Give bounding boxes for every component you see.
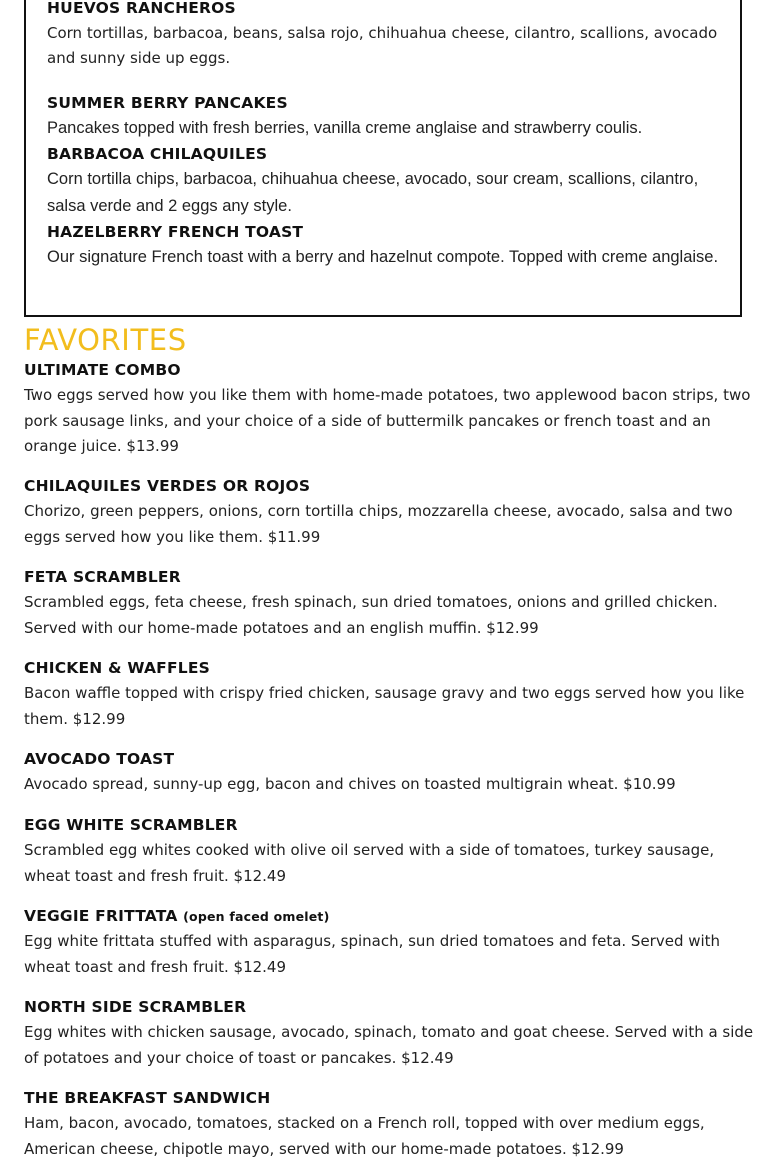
menu-item-description: Egg white frittata stuffed with asparagus, spinach, sun dried tomatoes and feta. Served with wheat toast and fresh fruit. $12.49 [24, 932, 721, 976]
menu-item-ultimate-combo [24, 360, 754, 460]
menu-item-name [24, 815, 754, 835]
special-item-name: HUEVOS RANCHEROS [47, 0, 236, 17]
menu-item-name [24, 749, 754, 769]
menu-item-title: ULTIMATE COMBO [24, 361, 181, 379]
specials-box [24, 0, 742, 317]
menu-item-title: EGG WHITE SCRAMBLER [24, 816, 238, 834]
menu-item-name [24, 658, 754, 678]
menu-item-description: Two eggs served how you like them with home-made potatoes, two applewood bacon strips, two pork sausage links, and your choice of a side of buttermilk pancakes or french toast and an orange juice. $13.99 [24, 386, 751, 455]
special-item-hazelberry-french-toast [47, 222, 727, 271]
menu-item-name [24, 476, 754, 496]
menu-item-name [24, 1088, 754, 1108]
menu-item-breakfast-sandwich [24, 1088, 754, 1162]
menu-item-title: AVOCADO TOAST [24, 750, 175, 768]
menu-item-description: Avocado spread, sunny-up egg, bacon and chives on toasted multigrain wheat. $10.99 [24, 775, 676, 793]
menu-item-title: NORTH SIDE SCRAMBLER [24, 998, 247, 1016]
menu-item-veggie-frittata [24, 906, 754, 980]
menu-item-description: Egg whites with chicken sausage, avocado, spinach, tomato and goat cheese. Served with a side of potatoes and your choice of toast or pancakes. $12.49 [24, 1023, 754, 1067]
special-item-name: BARBACOA CHILAQUILES [47, 145, 268, 163]
menu-item-avocado-toast [24, 749, 754, 798]
special-item-name: HAZELBERRY FRENCH TOAST [47, 223, 304, 241]
special-item-description: Corn tortillas, barbacoa, beans, salsa rojo, chihuahua cheese, cilantro, scallions, avocado and sunny side up eggs. [47, 24, 718, 67]
menu-item-title: CHICKEN & WAFFLES [24, 659, 210, 677]
special-item-name: SUMMER BERRY PANCAKES [47, 94, 288, 112]
menu-item-description: Scrambled eggs, feta cheese, fresh spinach, sun dried tomatoes, onions and grilled chicken. Served with our home-made potatoes and an english muffin. $12.99 [24, 593, 718, 637]
menu-item-north-side-scrambler [24, 997, 754, 1071]
special-item-description: Pancakes topped with fresh berries, vanilla creme anglaise and strawberry coulis. [47, 119, 643, 137]
special-item-huevos-rancheros [47, 0, 727, 71]
menu-item-title: CHILAQUILES VERDES OR ROJOS [24, 477, 311, 495]
menu-item-title: THE BREAKFAST SANDWICH [24, 1089, 271, 1107]
special-item-description: Our signature French toast with a berry and hazelnut compote. Topped with creme anglaise. [47, 248, 719, 266]
menu-item-description: Chorizo, green peppers, onions, corn tortilla chips, mozzarella cheese, avocado, salsa and two eggs served how you like them. $11.99 [24, 502, 733, 546]
menu-item-title: FETA SCRAMBLER [24, 568, 181, 586]
menu-item-feta-scrambler [24, 567, 754, 641]
menu-item-description: Scrambled egg whites cooked with olive oil served with a side of tomatoes, turkey sausage, wheat toast and fresh fruit. $12.49 [24, 841, 715, 885]
special-item-summer-berry-pancakes [47, 93, 727, 142]
menu-item-title: VEGGIE FRITTATA [24, 907, 178, 925]
favorites-heading: FAVORITES [24, 323, 187, 357]
menu-item-name [24, 997, 754, 1017]
menu-item-egg-white-scrambler [24, 815, 754, 889]
menu-item-chicken-waffles [24, 658, 754, 732]
menu-item-note: (open faced omelet) [183, 909, 330, 924]
menu-item-description: Bacon waffle topped with crispy fried chicken, sausage gravy and two eggs served how you like them. $12.99 [24, 684, 745, 728]
menu-item-name [24, 360, 754, 380]
special-item-barbacoa-chilaquiles [47, 144, 727, 220]
menu-item-chilaquiles [24, 476, 754, 550]
menu-item-name [24, 906, 754, 926]
special-item-description: Corn tortilla chips, barbacoa, chihuahua cheese, avocado, sour cream, scallions, cilantro, salsa verde and 2 eggs any style. [47, 170, 699, 215]
menu-item-name [24, 567, 754, 587]
menu-item-description: Ham, bacon, avocado, tomatoes, stacked on a French roll, topped with over medium eggs, American cheese, chipotle mayo, served with our home-made potatoes. $12.99 [24, 1114, 705, 1158]
